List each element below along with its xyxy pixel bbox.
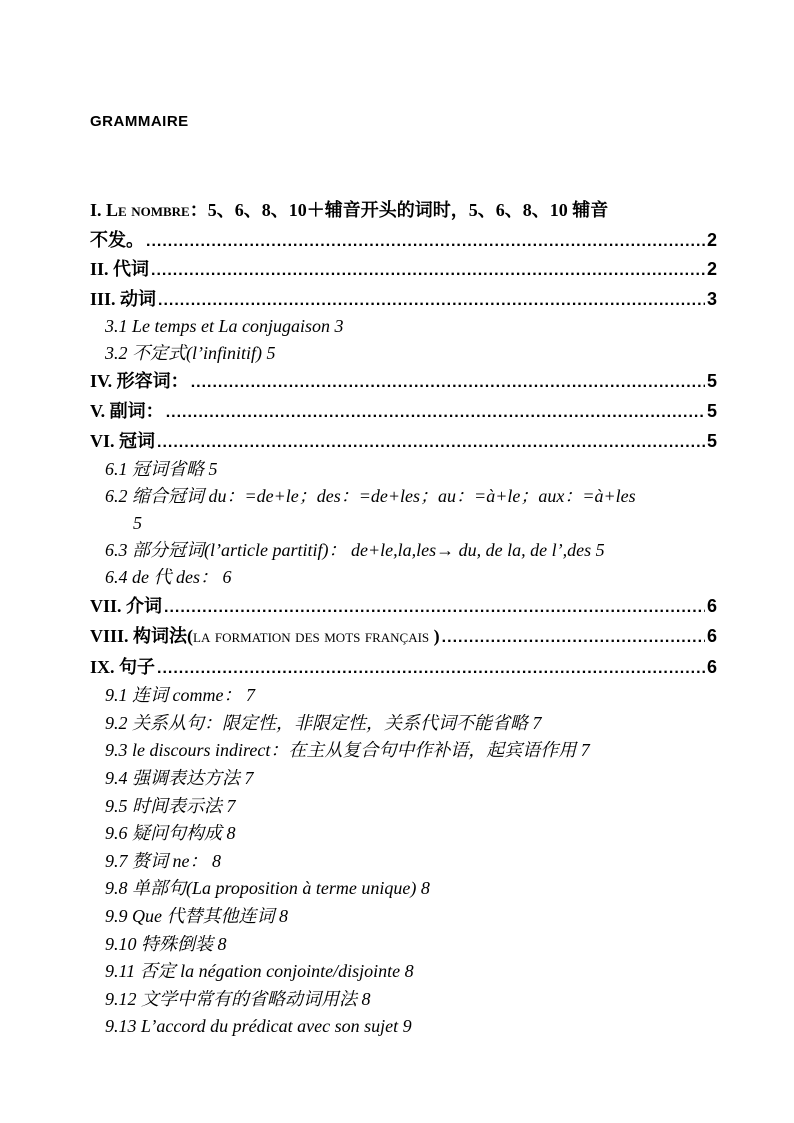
toc-entry-7-page: 6: [706, 596, 717, 616]
toc-leader-dots: [157, 654, 705, 684]
toc-entry-4-page: 5: [706, 371, 717, 391]
toc-entry-7[interactable]: [90, 591, 717, 621]
toc-sub-9-1[interactable]: 9.1 连词 comme： 7: [105, 685, 255, 705]
toc-entry-2-page: 2: [706, 259, 717, 279]
toc-sub-9-11[interactable]: 9.11 否定 la négation conjointe/disjointe 8: [105, 961, 414, 981]
toc-entry-5-title: V. 副词：: [90, 401, 164, 421]
toc-leader-dots: [157, 428, 705, 458]
toc-leader-dots: [146, 227, 705, 257]
toc-sub-6-2-line1: 6.2 缩合冠词 du：=de+le；des：=de+les；au：=à+le；aux：=à+les: [105, 486, 636, 506]
toc-sub-9-12[interactable]: 9.12 文学中常有的省略动词用法 8: [105, 989, 371, 1009]
toc-sub-9-3[interactable]: 9.3 le discours indirect：在主从复合句中作补语，起宾语作用 7: [105, 740, 590, 760]
toc-entry-9-page: 6: [706, 657, 717, 677]
toc-sub-9-6[interactable]: 9.6 疑问句构成 8: [105, 823, 236, 843]
toc-entry-8[interactable]: [90, 621, 717, 651]
toc-entry-9-title: IX. 句子: [90, 657, 156, 677]
toc-entry-5[interactable]: [90, 396, 717, 426]
toc-entry-1-title-line2: 不发。: [90, 230, 144, 250]
toc-sub-6-3[interactable]: 6.3 部分冠词(l’article partitif)： de+le,la,les→ du, de la, de l’,des 5: [105, 540, 605, 560]
toc-entry-6[interactable]: [90, 426, 717, 456]
toc-sub-9-10[interactable]: 9.10 特殊倒装 8: [105, 934, 227, 954]
toc-entry-4[interactable]: [90, 366, 717, 396]
toc-entry-4-title: IV. 形容词：: [90, 371, 189, 391]
toc-entry-8-title-sc: la formation des mots français: [193, 626, 430, 646]
document-heading: GRAMMAIRE: [90, 113, 189, 130]
toc-entry-8-page: 6: [706, 626, 717, 646]
toc-leader-dots: [158, 286, 705, 316]
toc-entry-7-title: VII. 介词: [90, 596, 163, 616]
toc-entry-8-title-before: VIII. 构词法(: [90, 626, 194, 646]
toc-entry-1-title-sc: Le nombre: [106, 200, 190, 220]
toc-leader-dots: [151, 256, 705, 286]
toc-entry-1[interactable]: [90, 195, 717, 255]
toc-sub-9-9[interactable]: 9.9 Que 代替其他连词 8: [105, 906, 288, 926]
toc-entry-5-page: 5: [706, 401, 717, 421]
toc-sub-9-8[interactable]: 9.8 单部句(La proposition à terme unique) 8: [105, 878, 430, 898]
toc-entry-3-title: III. 动词: [90, 289, 157, 309]
toc-sub-9-13[interactable]: 9.13 L’accord du prédicat avec son sujet 9: [105, 1016, 412, 1036]
toc-sub-9-4[interactable]: 9.4 强调表达方法 7: [105, 768, 254, 788]
toc-sub-6-1[interactable]: 6.1 冠词省略 5: [105, 459, 218, 479]
toc-entry-2-title: II. 代词: [90, 259, 150, 279]
toc-entry-3-page: 3: [706, 289, 717, 309]
toc-leader-dots: [166, 398, 705, 428]
toc-entry-3[interactable]: [90, 284, 717, 314]
toc-sub-9-7[interactable]: 9.7 赘词 ne： 8: [105, 851, 221, 871]
toc-sub-3-2[interactable]: 3.2 不定式(l’infinitif) 5: [105, 343, 276, 363]
toc-leader-dots: [442, 623, 705, 653]
toc-sub-3-1[interactable]: 3.1 Le temps et La conjugaison 3: [105, 316, 344, 336]
toc-sub-6-2[interactable]: [105, 483, 717, 537]
toc-entry-9[interactable]: [90, 652, 717, 682]
toc-leader-dots: [164, 593, 705, 623]
toc-entry-1-num: I.: [90, 200, 102, 220]
toc-sub-9-2[interactable]: 9.2 关系从句：限定性，非限定性，关系代词不能省略 7: [105, 713, 542, 733]
toc-leader-dots: [191, 368, 705, 398]
toc-sub-6-2-line2: 5: [133, 513, 142, 533]
toc-entry-1-title-rest: ：5、6、8、10＋辅音开头的词时，5、6、8、10 辅音: [189, 200, 609, 220]
toc-entry-8-title-after: ): [429, 626, 440, 646]
toc-entry-6-title: VI. 冠词: [90, 431, 156, 451]
toc-entry-6-page: 5: [706, 431, 717, 451]
toc-sub-9-5[interactable]: 9.5 时间表示法 7: [105, 796, 236, 816]
toc-entry-1-page: 2: [706, 230, 717, 250]
toc-sub-6-4[interactable]: 6.4 de 代 des： 6: [105, 567, 232, 587]
toc-entry-2[interactable]: [90, 254, 717, 284]
